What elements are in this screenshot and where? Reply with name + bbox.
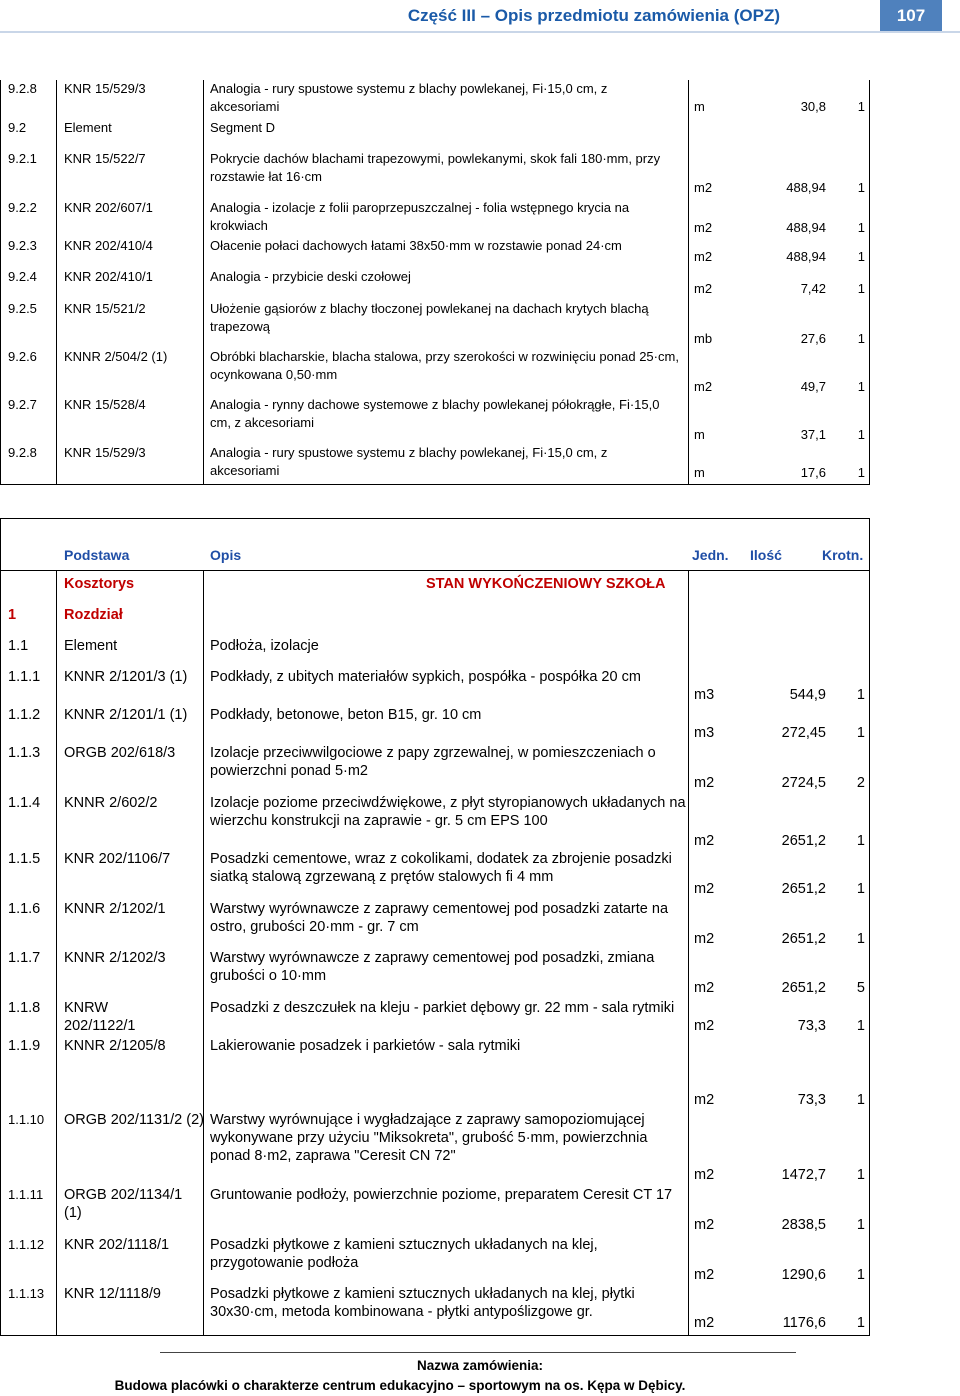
estimate-label: Kosztorys — [64, 576, 135, 592]
footer-divider — [160, 1352, 796, 1353]
chapter-number: 1 — [8, 607, 17, 623]
header-divider — [0, 31, 960, 33]
footer-label: Nazwa zamówienia: — [416, 1358, 544, 1373]
column-header-multiplier: Krotn. — [822, 547, 864, 563]
column-header-description: Opis — [210, 547, 242, 563]
column-header-unit: Jedn. — [692, 547, 729, 563]
page-number: 107 — [880, 0, 942, 31]
estimate-title: STAN WYKOŃCZENIOWY SZKOŁA — [426, 576, 666, 592]
chapter-label: Rozdział — [64, 607, 123, 623]
cost-table-segment-d: 9.2.8 KNR 15/529/3 Analogia - rury spustowe systemu z blachy powlekanej, Fi·15,0 cm, z akcesoriami m 30,8 1 9.2 Element Segment D 9.2.1 KNR 15/522/7 Pokrycie dachów blachami trapezowymi, powlekanymi, skok fali 180·mm, przy rozstawie łat 16·cm m2 488,94 1 9.2.2 KNR 202/607/1 Analogia - izolacje z folii paroprzepuszczalnej - folia wstępnego krycia na krokwiach m2 488,94 1 9.2.3 KNR 202/410/4 Ołacenie połaci dachowych łatami 38x50·mm w rozstawie ponad 24·cm m2 488,94 1 9.2.4 KNR 202/410/1 Analogia - przybicie deski czołowej m2 7,42 1 9.2.5 KNR 15/521/2 Ułożenie gąsiorów z blachy tłoczonej powlekanej na dachach krytych blachą trapezową mb 27,6 1 9.2.6 KNNR 2/504/2 (1) Obróbki blacharskie, blacha stalowa, przy szerokości w rozwinięciu ponad 25·cm, ocynkowana 0,50·mm m2 49,7 1 9.2.7 KNR 15/528/4 Analogia - rynny dachowe systemowe z blachy powlekanej półokrągłe, Fi·15,0 cm, z akcesoriami m 37,1 1 9.2.8 KNR 15/529/3 Analogia - rury spustowe systemu z blachy powlekanej, Fi·15,0 cm, z akcesoriami m 17,6 1 — [0, 80, 870, 485]
column-header-basis: Podstawa — [64, 547, 130, 563]
project-name: Budowa placówki o charakterze centrum edukacyjno – sportowym na os. Kępa w Dębicy. — [114, 1378, 686, 1393]
column-header-quantity: Ilość — [750, 547, 782, 563]
cost-table-finishing: Podstawa Opis Jedn. Ilość Krotn. Kosztorys STAN WYKOŃCZENIOWY SZKOŁA 1 Rozdział 1.1 Element Podłoża, izolacje 1.1.1 KNNR 2/1201/3 (1) Podkłady, z ubitych materiałów sypkich, pospółka - pospółka 20 cm m3 544,9 1 1.1.2 KNNR 2/1201/1 (1) Podkłady, betonowe, beton B15, gr. 10 cm m3 272,45 1 1.1.3 ORGB 202/618/3 Izolacje przeciwwilgociowe z papy zgrzewalnej, w pomieszczeniach o powierzchni ponad 5·m2 m2 2724,5 2 1.1.4 KNNR 2/602/2 Izolacje poziome przeciwdźwiękowe, z płyt styropianowych układanych na wierzchu konstrukcji na zaprawie - gr. 5 cm EPS 100 m2 2651,2 1 1.1.5 KNR 202/1106/7 Posadzki cementowe, wraz z cokolikami, dodatek za zbrojenie posadzki siatką stalową zgrzewaną z prętów stalowych fi 4 mm m2 2651,2 1 1.1.6 KNNR 2/1202/1 Warstwy wyrównawcze z zaprawy cementowej pod posadzki zatarte na ostro, grubości 20·mm - gr. 7 cm m2 2651,2 1 1.1.7 KNNR 2/1202/3 Warstwy wyrównawcze z zaprawy cementowej pod posadzki, zmiana grubości o 10·mm m2 2651,2 5 1.1.8 KNRW 202/1122/1 Posadzki z deszczułek na kleju - parkiet dębowy gr. 22 mm - sala rytmiki m2 73,3 1 1.1.9 KNNR 2/1205/8 Lakierowanie posadzek i parkietów - sala rytmiki m2 73,3 1 1.1.10 ORGB 202/1131/2 (2) Warstwy wyrównujące i wygładzające z zaprawy samopoziomującej wykonywane przy użyciu "Miksokreta", grubość 5·mm, powierzchnia ponad 8·m2, zaprawa "Ceresit CN 72" m2 1472,7 1 1.1.11 ORGB 202/1134/1 (1) Gruntowanie podłoży, powierzchnie poziome, preparatem Ceresit CT 17 m2 2838,5 1 1.1.12 KNR 202/1118/1 Posadzki płytkowe z kamieni sztucznych układanych na klej, przygotowanie podłoża m2 1290,6 1 1.1.13 KNR 12/1118/9 Posadzki płytkowe z kamieni sztucznych układanych na klej, płytki 30x30·cm, metoda kombinowana - płytki antypoślizgowe gr. m2 1176,6 1 — [0, 518, 870, 1336]
document-title: Część III – Opis przedmiotu zamówienia (OPZ) — [407, 6, 780, 25]
